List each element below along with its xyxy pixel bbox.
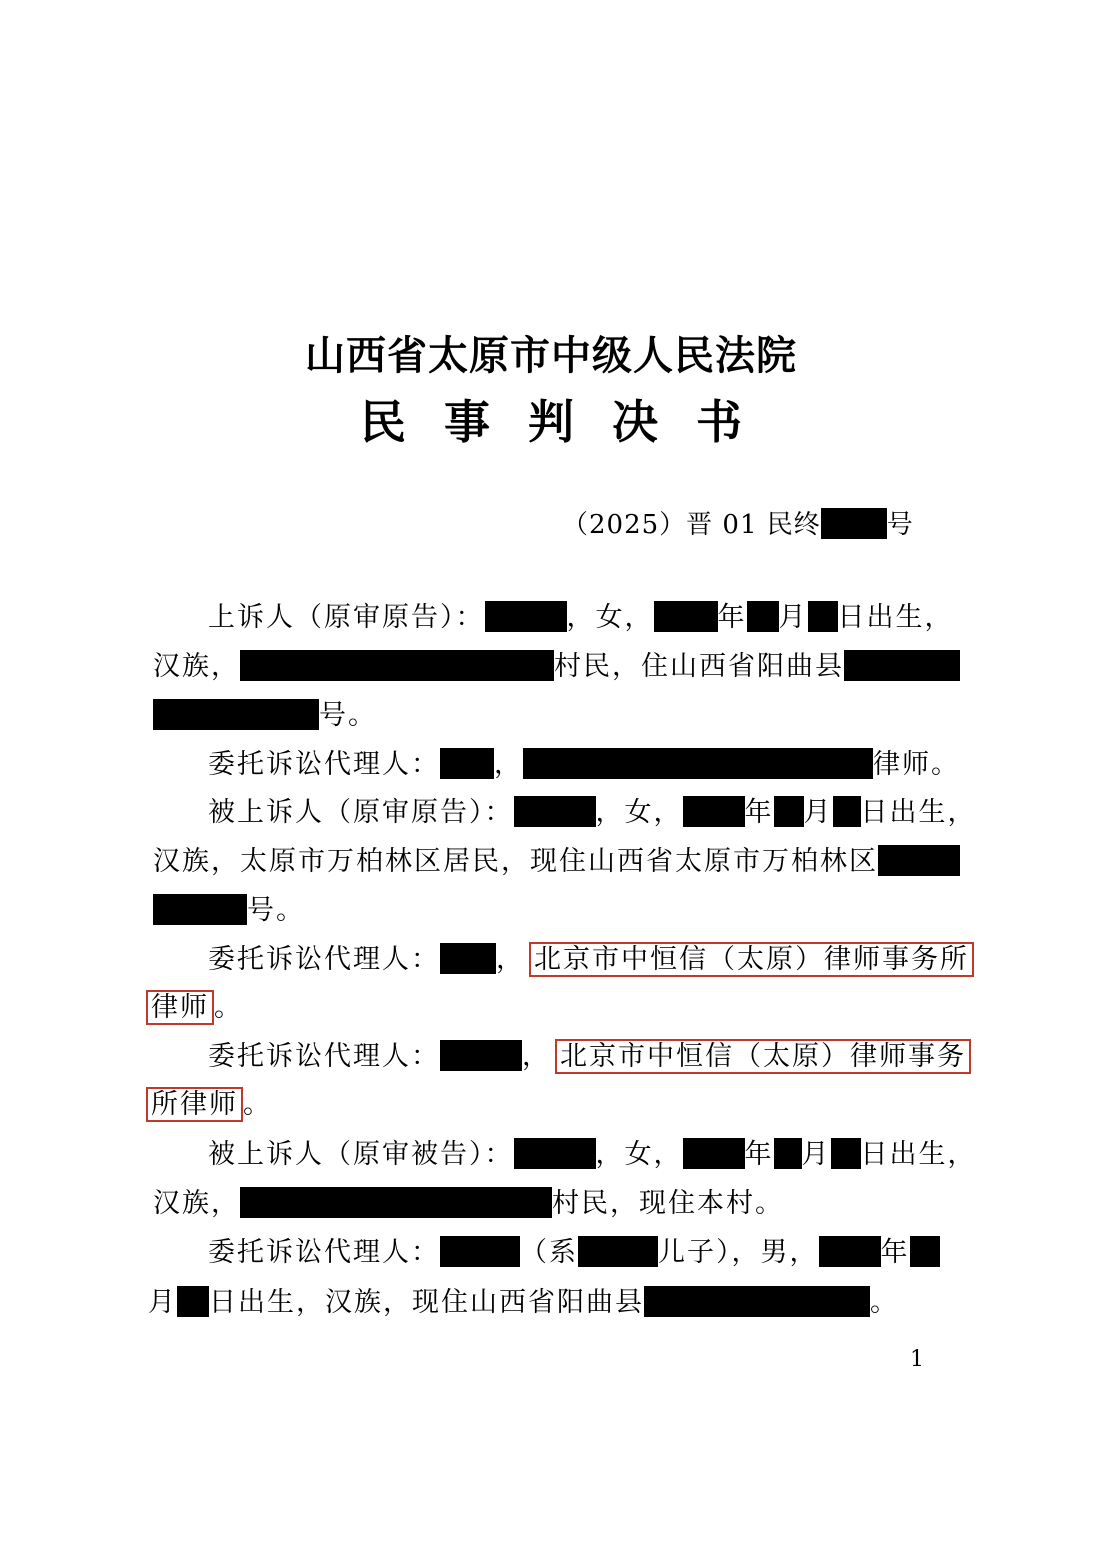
redaction-block	[808, 601, 838, 632]
agent-line-3b	[146, 1085, 272, 1125]
ethnicity-text: 汉族，	[153, 1188, 240, 1219]
redaction-block	[821, 508, 887, 539]
residence-text: 汉族，太原市万柏林区居民，现住山西省太原市万柏林区	[153, 846, 878, 877]
law-firm-highlight: 北京市中恒信（太原）律师事务所	[529, 942, 974, 977]
period-text: 。	[870, 1287, 899, 1318]
redaction-block	[878, 845, 960, 876]
appellee1-line-3	[153, 891, 305, 931]
case-number-suffix: 号	[886, 510, 914, 540]
comma-text: ，	[522, 1041, 551, 1072]
agent-line-4	[208, 1233, 940, 1273]
redaction-block	[910, 1236, 940, 1267]
month-text: 月	[778, 602, 808, 633]
redaction-block	[831, 1138, 861, 1169]
redaction-block	[644, 1286, 870, 1317]
party-role-label: 被上诉人（原审被告）：	[208, 1139, 514, 1170]
page-number: 1	[910, 1347, 924, 1372]
party-role-label: 被上诉人（原审原告）：	[208, 797, 514, 828]
address-end-text: 号。	[247, 895, 305, 926]
birth-text: 日出生，	[860, 1139, 977, 1170]
agent-label: 委托诉讼代理人：	[208, 749, 440, 780]
redaction-block	[774, 796, 804, 827]
residence-text: 村民，现住本村。	[552, 1188, 784, 1219]
appellant-line-2	[153, 647, 960, 687]
gender-text: ，女，	[595, 1139, 683, 1170]
redaction-block	[440, 1236, 520, 1267]
lawyer-highlight: 所律师	[146, 1087, 243, 1122]
lawyer-text: 律师。	[873, 749, 960, 780]
period-text: 。	[214, 992, 243, 1023]
lawyer-highlight: 律师	[146, 990, 214, 1025]
redaction-block	[440, 1040, 522, 1071]
month-text: 月	[148, 1287, 177, 1318]
birth-residence-text: 日出生，汉族，现住山西省阳曲县	[209, 1287, 644, 1318]
period-text: 。	[243, 1089, 272, 1120]
agent-line-4b	[148, 1283, 899, 1323]
month-text: 月	[803, 797, 833, 828]
redaction-block	[833, 796, 861, 827]
redaction-block	[683, 1138, 745, 1169]
agent-label: 委托诉讼代理人：	[208, 1237, 440, 1268]
relation-open-text: （系	[520, 1237, 578, 1268]
appellee1-line-2	[153, 842, 960, 882]
address-end-text: 号。	[319, 700, 377, 731]
redaction-block	[485, 601, 567, 632]
document-title: 民事判决书	[360, 395, 780, 449]
agent-line-1	[208, 745, 960, 785]
redaction-block	[514, 796, 596, 827]
year-text: 年	[744, 797, 774, 828]
residence-text: 村民，住山西省阳曲县	[554, 651, 844, 682]
month-text: 月	[801, 1139, 831, 1170]
comma-text: ，	[494, 749, 523, 780]
gender-text: ，女，	[566, 602, 654, 633]
agent-line-2	[208, 940, 974, 980]
agent-line-2b	[146, 988, 243, 1028]
redaction-block	[747, 601, 779, 632]
party-role-label: 上诉人（原审原告）：	[208, 602, 485, 633]
redaction-block	[523, 748, 873, 779]
appellant-line-3	[153, 696, 377, 736]
court-name: 山西省太原市中级人民法院	[305, 332, 797, 379]
redaction-block	[440, 943, 496, 974]
redaction-block	[514, 1138, 596, 1169]
appellee2-line-2	[153, 1184, 784, 1224]
redaction-block	[440, 748, 494, 779]
redaction-block	[578, 1236, 658, 1267]
ethnicity-text: 汉族，	[153, 651, 240, 682]
redaction-block	[177, 1286, 209, 1317]
year-text: 年	[717, 602, 747, 633]
law-firm-highlight: 北京市中恒信（太原）律师事务	[555, 1039, 971, 1074]
case-number	[562, 504, 914, 541]
redaction-block	[819, 1236, 881, 1267]
agent-line-3	[208, 1037, 971, 1077]
redaction-block	[153, 894, 247, 925]
redaction-block	[153, 699, 319, 730]
redaction-block	[240, 650, 554, 681]
agent-label: 委托诉讼代理人：	[208, 1041, 440, 1072]
appellant-line-1	[208, 598, 954, 638]
redaction-block	[654, 601, 718, 632]
redaction-block	[844, 650, 960, 681]
case-number-prefix: （2025）晋 01 民终	[562, 510, 821, 540]
appellee1-line-1	[208, 793, 977, 833]
year-text: 年	[880, 1237, 910, 1268]
birth-text: 日出生，	[860, 797, 977, 828]
redaction-block	[774, 1138, 802, 1169]
appellee2-line-1	[208, 1135, 977, 1175]
gender-text: ，女，	[595, 797, 683, 828]
relation-close-text: 儿子），男，	[658, 1237, 819, 1268]
redaction-block	[683, 796, 745, 827]
agent-label: 委托诉讼代理人：	[208, 944, 440, 975]
redaction-block	[240, 1187, 552, 1218]
year-text: 年	[744, 1139, 774, 1170]
birth-text: 日出生，	[837, 602, 954, 633]
comma-text: ，	[496, 944, 525, 975]
